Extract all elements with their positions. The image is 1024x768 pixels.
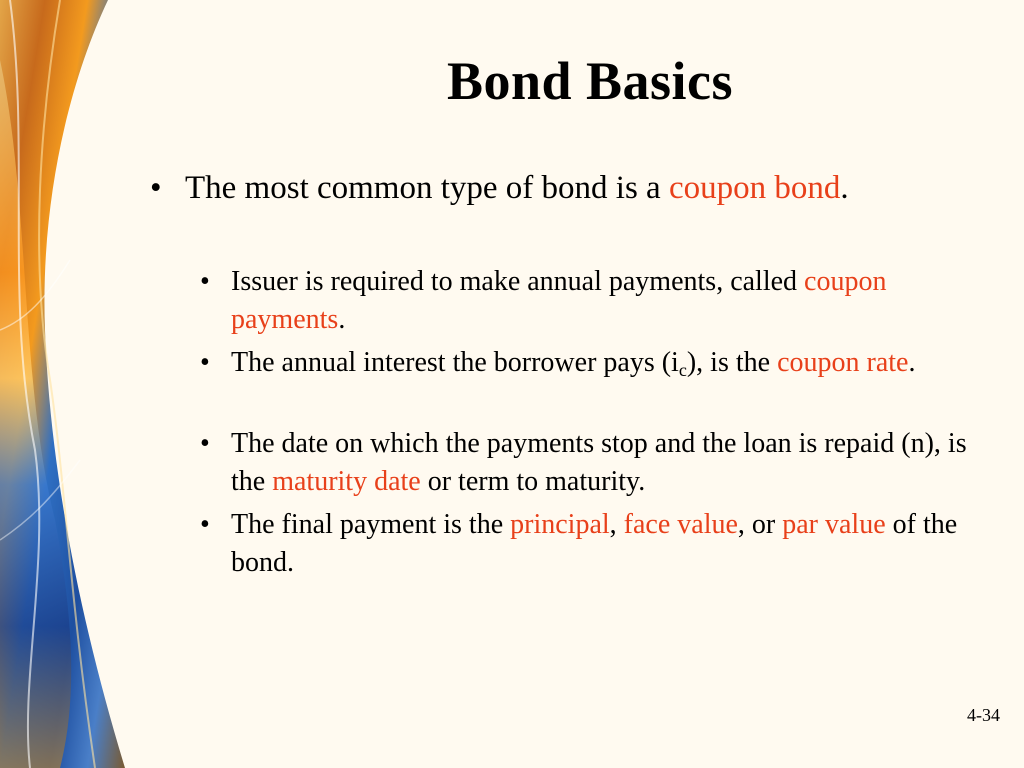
sub-bullet-text: The final payment is the principal, face value, or par value of the bond. <box>231 509 958 578</box>
sub-bullet-coupon-payments <box>200 263 970 339</box>
slide-title: Bond Basics <box>446 51 734 111</box>
sub-bullet-text: The annual interest the borrower pays $(i_c)$, is the coupon rate. <box>231 347 916 380</box>
term-par-value: par value <box>782 509 886 540</box>
bullet-text: The most common type of bond is a coupon bond. <box>185 170 849 206</box>
sub-bullet-maturity-date <box>200 425 970 501</box>
bullet-marker: • <box>150 170 162 206</box>
bullet-coupon-bond <box>150 168 920 208</box>
term-principal: principal <box>510 509 610 540</box>
term-face-value: face value <box>623 509 738 540</box>
sub-bullet-coupon-rate <box>200 344 970 382</box>
term-coupon-bond: coupon bond <box>668 170 841 206</box>
decorative-feather-art <box>0 0 140 768</box>
term-coupon-payments: coupon payments <box>231 266 887 335</box>
bullet-marker: • <box>200 509 210 540</box>
bullet-marker: • <box>200 347 210 378</box>
subscript-c: c <box>678 360 687 380</box>
term-coupon-rate: coupon rate <box>777 347 909 378</box>
sub-bullet-text: Issuer is required to make annual payments, called coupon payments. <box>231 266 887 335</box>
bullet-marker: • <box>200 266 210 297</box>
term-maturity-date: maturity date <box>272 466 421 497</box>
sub-bullet-text: The date on which the payments stop and the loan is repaid (n), is the maturity date or term to maturity. <box>231 428 967 497</box>
sub-bullet-principal <box>200 506 970 582</box>
page-number: 4-34 <box>967 705 1000 725</box>
bullet-marker: • <box>200 428 210 459</box>
